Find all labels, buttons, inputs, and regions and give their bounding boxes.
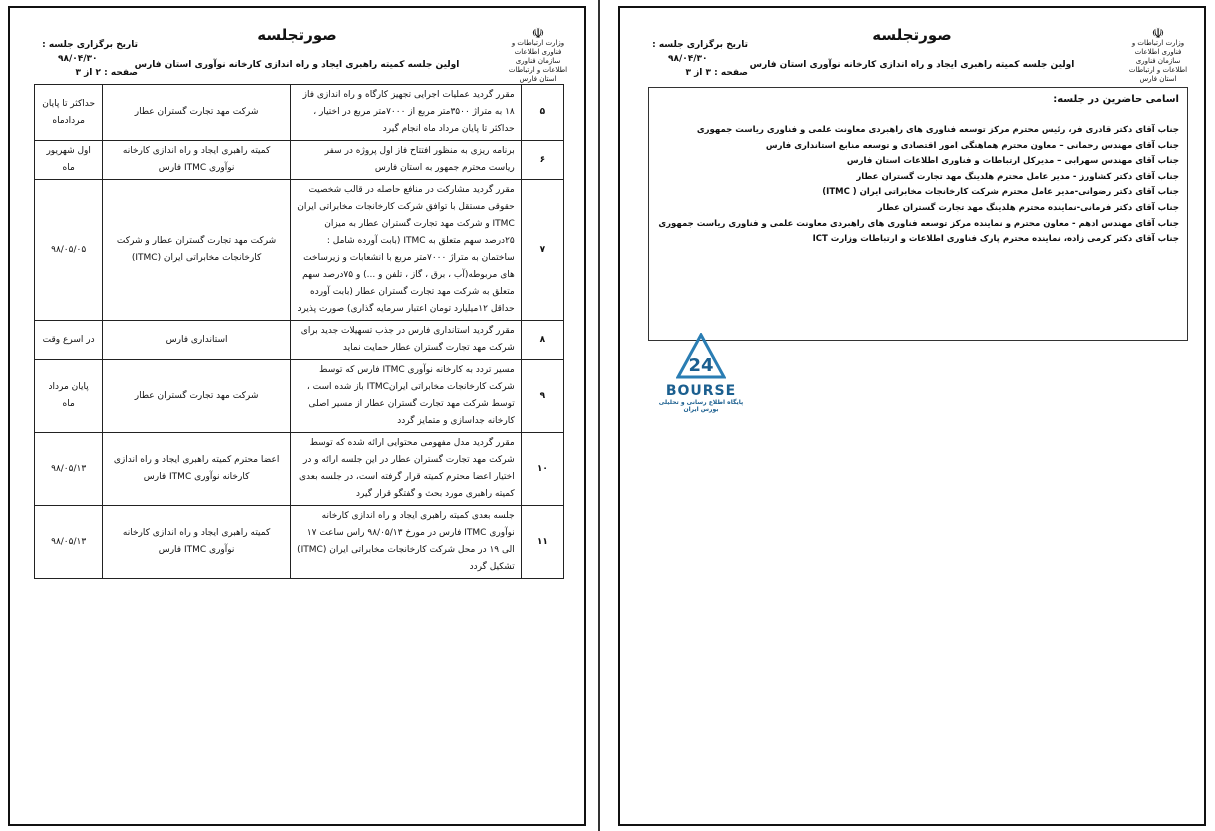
page-title: صورتجلسه xyxy=(257,26,337,44)
document-page-2 xyxy=(8,6,586,826)
row-deadline: اول شهریور ماه xyxy=(35,141,103,180)
row-deadline: ۹۸/۰۵/۰۵ xyxy=(35,180,103,321)
row-number: ۱۱ xyxy=(521,506,563,579)
page-subtitle: اولین جلسه کمیته راهبری ایجاد و راه اندازی کارخانه نوآوری استان فارس xyxy=(134,60,460,70)
attendee-item: جناب آقای مهندس سهرابی – مدیرکل ارتباطات و فناوری اطلاعات استان فارس xyxy=(846,156,1179,167)
attendee-item: جناب آقای دکتر قادری فر، رئیس محترم مرکز توسعه فناوری های راهبردی معاونت علمی و فناوری ریاست جمهوری xyxy=(696,125,1179,135)
emblem-icon: ☫ xyxy=(1151,26,1165,42)
date-block xyxy=(28,38,138,80)
page-header xyxy=(620,8,1204,88)
row-number: ۵ xyxy=(521,85,563,141)
row-responsible: شرکت مهد تجارت گستران عطار xyxy=(103,360,291,433)
bourse24-logo xyxy=(656,333,746,413)
attendees-title: اسامی حاضرین در جلسه: xyxy=(1053,94,1179,105)
emblem-line-2: وزارت ارتباطات و فناوری اطلاعات xyxy=(1131,39,1185,56)
row-number: ۶ xyxy=(521,141,563,180)
attendee-item: جناب آقای دکتر رضوانی-مدیر عامل محترم شرکت کارخانجات مخابراتی ایران ( ITMC) xyxy=(822,187,1179,198)
page-subtitle: اولین جلسه کمیته راهبری ایجاد و راه اندازی کارخانه نوآوری استان فارس xyxy=(749,60,1075,70)
logo-wordmark: BOURSE xyxy=(665,383,737,399)
table-row xyxy=(35,506,564,579)
row-number: ۸ xyxy=(521,321,563,360)
row-deadline: در اسرع وقت xyxy=(35,321,103,360)
attendee-item: جناب آقای مهندس ادهم - معاون محترم و نماینده مرکز توسعه فناوری های راهبردی معاونت علمی و فناوری ریاست جمهوری xyxy=(658,218,1179,229)
page-number: صفحه : ۲ از ۳ xyxy=(75,68,138,78)
row-responsible: اعضا محترم کمیته راهبری ایجاد و راه اندازی کارخانه نوآوری ITMC فارس xyxy=(103,433,291,506)
row-description: مقرر گردید استانداری فارس در جذب تسهیلات جدید برای شرکت مهد تجارت گستران عطار حمایت نماید xyxy=(290,321,521,360)
page-number: صفحه : ۳ از ۳ xyxy=(685,68,748,78)
page-header xyxy=(10,8,584,88)
emblem-icon: ☫ xyxy=(531,26,545,42)
row-responsible: کمیته راهبری ایجاد و راه اندازی کارخانه نوآوری ITMC فارس xyxy=(103,506,291,579)
table-row xyxy=(35,85,564,141)
ministry-emblem xyxy=(508,26,568,84)
table-row xyxy=(35,360,564,433)
date-block xyxy=(638,38,748,80)
bourse24-mark-icon xyxy=(676,333,726,379)
row-deadline: ۹۸/۰۵/۱۳ xyxy=(35,433,103,506)
row-responsible: استانداری فارس xyxy=(103,321,291,360)
row-number: ۱۰ xyxy=(521,433,563,506)
attendees-list xyxy=(657,123,1179,248)
date-value: ۹۸/۰۴/۳۰ xyxy=(668,54,708,64)
row-description: مقرر گردید مشارکت در منافع حاصله در قالب شخصیت حقوقی مستقل با توافق شرکت کارخانجات مخابراتی ایران ITMC و شرکت مهد تجارت گستران عطار به میزان ۲۵درصد سهم متعلق به ITMC (بابت آورده شامل : ساختمان به متراژ ۷۰۰۰متر مربع با انشعابات و زیرساخت های مربوطه(آب ، برق ، گاز ، تلفن و ...) و ۷۵درصد سهم متعلق به شرکت مهد تجارت گستران عطار (بابت آورده حداقل ۱۲میلیارد تومان اعتبار سرمایه گذاری) صورت پذیرد xyxy=(290,180,521,321)
attendee-item: جناب آقای دکتر کشاورز - مدیر عامل محترم هلدینگ مهد تجارت گستران عطار xyxy=(856,171,1179,182)
date-label: تاریخ برگزاری جلسه : xyxy=(652,40,748,50)
row-responsible: شرکت مهد تجارت گستران عطار و شرکت کارخانجات مخابراتی ایران (ITMC) xyxy=(103,180,291,321)
row-deadline: ۹۸/۰۵/۱۳ xyxy=(35,506,103,579)
row-number: ۷ xyxy=(521,180,563,321)
row-responsible: شرکت مهد تجارت گستران عطار xyxy=(103,85,291,141)
row-description: برنامه ریزی به منظور افتتاح فاز اول پروژه در سفر ریاست محترم جمهور به استان فارس xyxy=(290,141,521,180)
emblem-line-3: سازمان فناوری اطلاعات و ارتباطات استان فارس xyxy=(508,57,568,83)
document-page-3 xyxy=(618,6,1206,826)
logo-number: 24 xyxy=(688,355,714,376)
page-title: صورتجلسه xyxy=(872,26,952,44)
emblem-line-3: سازمان فناوری اطلاعات و ارتباطات استان فارس xyxy=(1128,57,1188,83)
date-value: ۹۸/۰۴/۳۰ xyxy=(58,54,98,64)
attendee-item: جناب آقای دکتر کرمی زاده، نماینده محترم پارک فناوری اطلاعات و ارتباطات وزارت ICT xyxy=(812,234,1179,245)
table-row xyxy=(35,180,564,321)
row-description: مقرر گردید مدل مفهومی محتوایی ارائه شده که توسط شرکت مهد تجارت گستران عطار در این جلسه ارائه و در اختیار اعضا محترم کمیته قرار گرفته است، در جلسه بعدی کمیته راهبری مورد بحث و گفتگو قرار گیرد xyxy=(290,433,521,506)
ministry-emblem xyxy=(1128,26,1188,84)
row-deadline: حداکثر تا پایان مردادماه xyxy=(35,85,103,141)
minutes-table xyxy=(34,84,564,579)
row-number: ۹ xyxy=(521,360,563,433)
row-description: مسیر تردد به کارخانه نوآوری ITMC فارس که توسط شرکت کارخانجات مخابراتی ایرانITMC باز شده است ، توسط شرکت مهد تجارت گستران عطار از مسیر اصلی کارخانه جداسازی و متمایز گردد xyxy=(290,360,521,433)
row-description: مقرر گردید عملیات اجرایی تجهیز کارگاه و راه اندازی فاز ۱۸ به متراژ ۳۵۰۰متر مربع از ۷۰۰۰متر مربع در اختیار ، حداکثر تا پایان مرداد ماه انجام گیرد xyxy=(290,85,521,141)
attendee-item: جناب آقای مهندس رحمانی – معاون محترم هماهنگی امور اقتصادی و توسعه منابع استانداری فارس xyxy=(765,140,1179,151)
attendee-item: جناب آقای دکتر فرمانی-نماینده محترم هلدینگ مهد تجارت گستران عطار xyxy=(877,202,1179,213)
date-label: تاریخ برگزاری جلسه : xyxy=(42,40,138,50)
row-description: جلسه بعدی کمیته راهبری ایجاد و راه اندازی کارخانه نوآوری ITMC فارس در مورخ ۹۸/۰۵/۱۳ راس ساعت ۱۷ الی ۱۹ در محل شرکت کارخانجات مخابراتی ایران (ITMC) تشکیل گردد xyxy=(290,506,521,579)
table-row xyxy=(35,141,564,180)
attendees-box xyxy=(648,87,1188,341)
table-row xyxy=(35,433,564,506)
row-deadline: پایان مرداد ماه xyxy=(35,360,103,433)
logo-tagline: پایگاه اطلاع رسانی و تحلیلی بورس ایران xyxy=(658,399,744,413)
emblem-line-2: وزارت ارتباطات و فناوری اطلاعات xyxy=(511,39,565,56)
table-row xyxy=(35,321,564,360)
row-responsible: کمیته راهبری ایجاد و راه اندازی کارخانه نوآوری ITMC فارس xyxy=(103,141,291,180)
page-divider xyxy=(598,0,600,831)
